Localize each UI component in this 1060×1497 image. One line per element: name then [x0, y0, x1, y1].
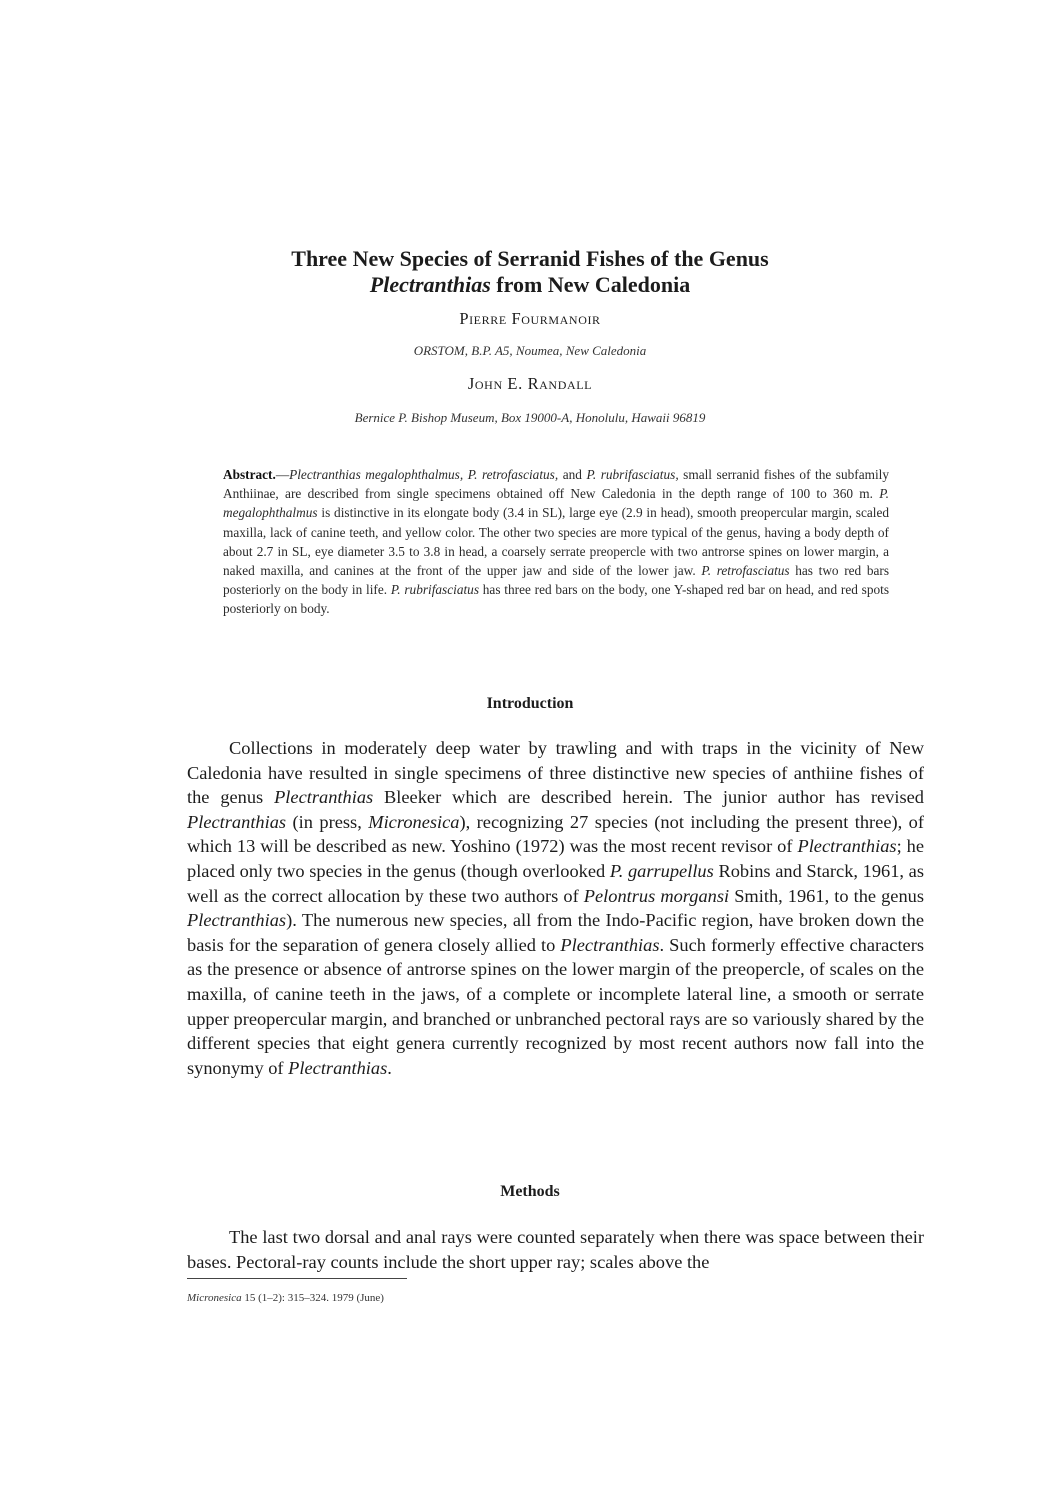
author-1-affiliation: ORSTOM, B.P. A5, Noumea, New Caledonia [413, 343, 647, 358]
methods-body [187, 1225, 924, 1274]
text-run: has two red bars posteriorly on the body in life. [223, 563, 889, 598]
introduction-body [187, 736, 924, 1080]
text-run: Smith, 1961, to the genus [729, 885, 925, 906]
text-run: small serranid fishes of the subfamily Anthiinae, are described from single specimens obtained off New Caledonia in the depth range of 100 to 360 m. [223, 467, 889, 502]
italic-text-run: Plectranthias [560, 934, 660, 955]
italic-text-run: Micronesica [368, 811, 460, 832]
title-genus: Plectranthias [369, 272, 491, 297]
text-run: . Such formerly effective characters as the presence or absence of antrorse spines on the lower margin of the preopercle, of scales on the maxilla, of canine teeth in the jaws, of a complete or incomplete lateral line, a smooth or serrate upper preopercular margin, and branched or unbranched pectoral rays are so variously shared by the different species that eight genera currently recognized by most recent authors now fall into the synonymy of [187, 934, 924, 1078]
italic-text-run: Plectranthias [288, 1057, 388, 1078]
italic-text-run: Plectranthias [274, 787, 374, 808]
methods-paragraph [187, 1225, 924, 1274]
abstract-label: Abstract. [223, 467, 276, 482]
author-2-affiliation: Bernice P. Bishop Museum, Box 19000-A, Honolulu, Hawaii 96819 [354, 410, 706, 425]
title-line-2-rest: from New Caledonia [490, 272, 691, 297]
text-run: is distinctive in its elongate body (3.4 in SL), large eye (2.9 in head), smooth preopercular margin, scaled maxilla, lack of canine teeth, and yellow color. The other two species are more typical of the genus, having a body depth of about 2.7 in SL, eye diameter 3.5 to 3.8 in head, a coarsely serrate preopercle with two antrorse spines on lower margin, a naked maxilla, and canines at the front of the upper jaw and side of the lower jaw. [223, 505, 889, 579]
title-line-2 [0, 272, 1060, 298]
methods-heading: Methods [500, 1183, 560, 1200]
italic-text-run: P. rubrifasciatus, [586, 467, 679, 482]
text-run: — [275, 467, 290, 482]
text-run: has three red bars on the body, one Y-shaped red bar on head, and red spots posteriorly on body. [223, 582, 889, 617]
text-run: ). The numerous new species, all from the Indo-Pacific region, have broken down the basis for the separation of genera closely allied to [187, 910, 924, 955]
author-2-name: John E. Randall [467, 374, 593, 393]
italic-text-run: P. megalophthalmus [223, 486, 889, 521]
text-run: (in press, [286, 811, 369, 832]
text-run: Collections in moderately deep water by trawling and with traps in the vicinity of New Caledonia have resulted in single specimens of three distinctive new species of anthiine fishes of the genus [187, 738, 924, 808]
text-run: . [387, 1057, 392, 1078]
text-run: ; he placed only two species in the genus (though overlooked [187, 836, 924, 881]
introduction-paragraph [187, 736, 924, 1080]
italic-text-run: Plectranthias [187, 811, 287, 832]
footnote-rule [187, 1278, 407, 1279]
text-run: and [558, 467, 587, 482]
italic-text-run: P. garrupellus [609, 860, 714, 881]
citation-detail: 15 (1–2): 315–324. 1979 (June) [241, 1292, 384, 1304]
paper-title [0, 246, 1060, 298]
text-run: Bleeker which are described herein. The junior author has revised [373, 787, 925, 808]
journal-citation [187, 1292, 384, 1304]
abstract [223, 465, 889, 619]
italic-text-run: P. retrofasciatus [701, 563, 790, 579]
text-run: The last two dorsal and anal rays were counted separately when there was space between their bases. Pectoral-ray counts include the short upper ray; scales above the [187, 1227, 924, 1272]
italic-text-run: P. rubrifasciatus [390, 582, 479, 598]
introduction-heading: Introduction [486, 695, 574, 712]
author-1-name: Pierre Fourmanoir [459, 309, 601, 328]
text-run: Robins and Starck, 1961, as well as the correct allocation by these two authors of [187, 860, 924, 906]
abstract-text [223, 467, 889, 616]
italic-text-run: Pelontrus morgansi [583, 885, 730, 906]
italic-text-run: Plectranthias [797, 836, 897, 857]
journal-name: Micronesica [187, 1292, 242, 1304]
italic-text-run: Plectranthias [187, 910, 287, 931]
text-run: ), recognizing 27 species (not including the present three), of which 13 will be described as new. Yoshino (1972) was the most recent revisor of [187, 811, 924, 857]
italic-text-run: Plectranthias megalophthalmus, P. retrofasciatus, [289, 467, 559, 482]
title-line-1: Three New Species of Serranid Fishes of the Genus [291, 246, 769, 271]
